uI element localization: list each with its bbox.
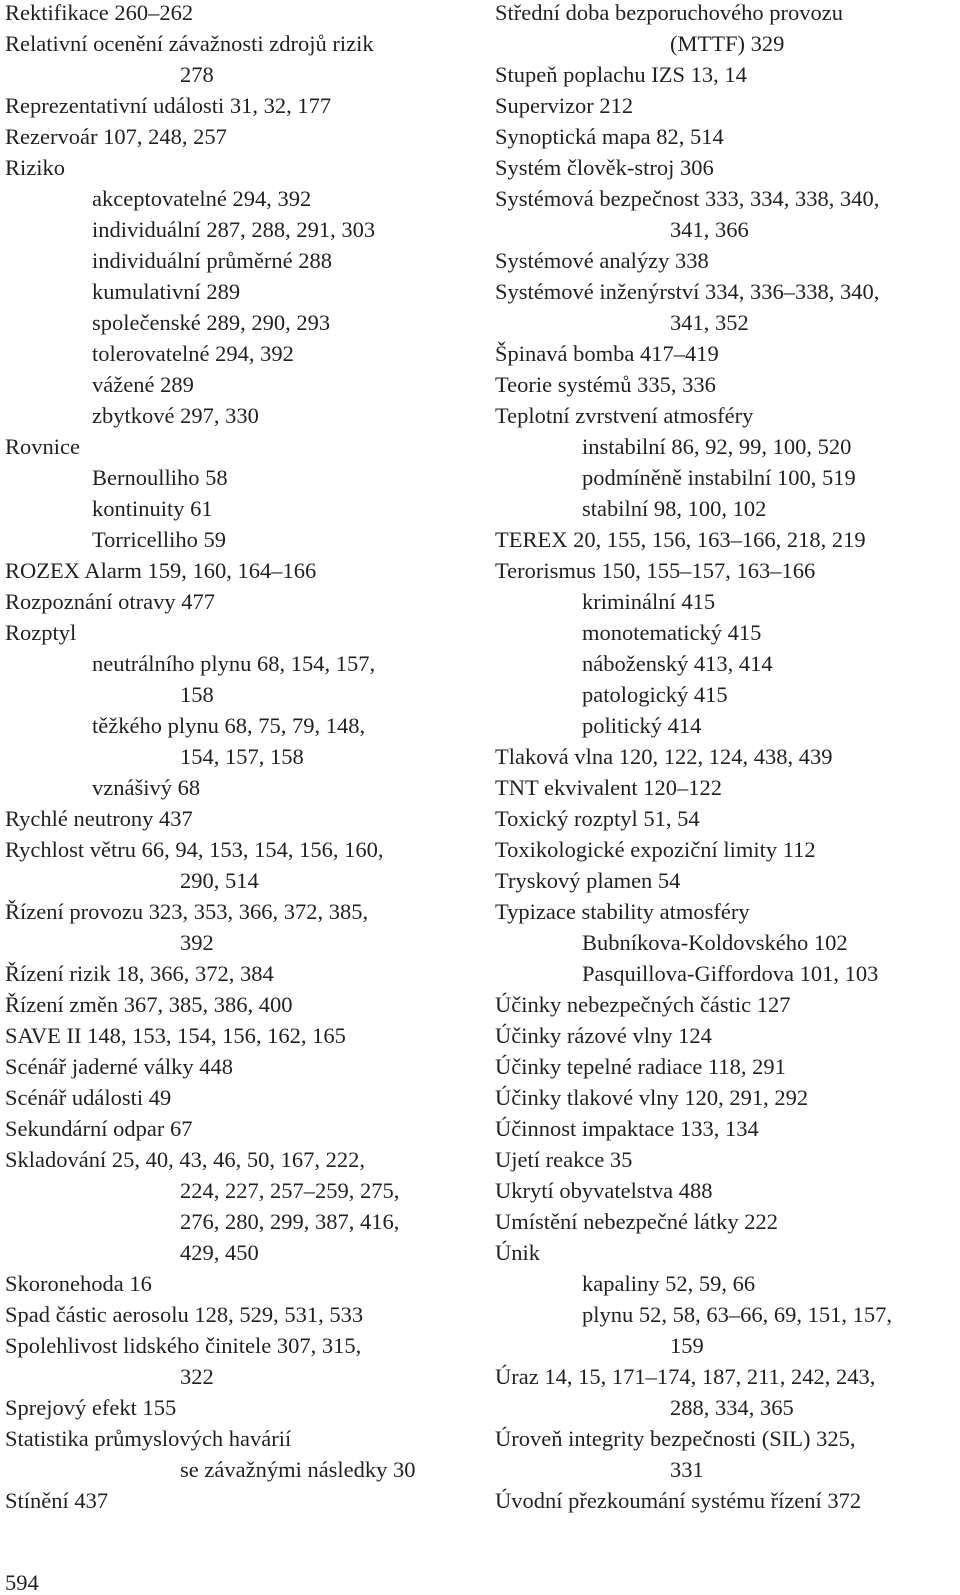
index-entry: 331 (670, 1457, 704, 1482)
index-entry: Účinky rázové vlny 124 (495, 1023, 712, 1048)
index-entry: Scénář události 49 (5, 1085, 172, 1110)
index-entry: 154, 157, 158 (180, 744, 304, 769)
index-entry: Skoronehoda 16 (5, 1271, 152, 1296)
index-entry: Toxický rozptyl 51, 54 (495, 806, 700, 831)
index-entry: Systémové analýzy 338 (495, 248, 709, 273)
index-entry: Sekundární odpar 67 (5, 1116, 193, 1141)
index-entry: Rychlé neutrony 437 (5, 806, 193, 831)
index-entry: Scénář jaderné války 448 (5, 1054, 234, 1079)
index-entry: Řízení provozu 323, 353, 366, 372, 385, (5, 899, 369, 924)
index-entry: Účinky tepelné radiace 118, 291 (495, 1054, 786, 1079)
index-entry: Ujetí reakce 35 (495, 1147, 633, 1172)
index-entry: ROZEX Alarm 159, 160, 164–166 (5, 558, 317, 583)
index-entry: 290, 514 (180, 868, 259, 893)
index-entry: Úvodní přezkoumání systému řízení 372 (495, 1488, 862, 1513)
index-entry: 288, 334, 365 (670, 1395, 794, 1420)
index-column-left (5, 0, 475, 1519)
index-entry: společenské 289, 290, 293 (92, 310, 331, 335)
index-entry: akceptovatelné 294, 392 (92, 186, 312, 211)
index-entry: Rovnice (5, 434, 80, 459)
index-entry: Rychlost větru 66, 94, 153, 154, 156, 160, (5, 837, 384, 862)
index-entry: 276, 280, 299, 387, 416, (180, 1209, 400, 1234)
index-entry: 322 (180, 1364, 214, 1389)
index-entry: TEREX 20, 155, 156, 163–166, 218, 219 (495, 527, 866, 552)
index-entry: stabilní 98, 100, 102 (582, 496, 767, 521)
index-entry: Únik (495, 1240, 540, 1265)
index-entry: se závažnými následky 30 (180, 1457, 416, 1482)
index-entry: těžkého plynu 68, 75, 79, 148, (92, 713, 366, 738)
index-entry: náboženský 413, 414 (582, 651, 773, 676)
index-entry: Stupeň poplachu IZS 13, 14 (495, 62, 747, 87)
index-entry: Umístění nebezpečné látky 222 (495, 1209, 779, 1234)
index-entry: Bernoulliho 58 (92, 465, 228, 490)
index-entry: Úraz 14, 15, 171–174, 187, 211, 242, 243, (495, 1364, 876, 1389)
index-entry: Spad částic aerosolu 128, 529, 531, 533 (5, 1302, 364, 1327)
index-entry: tolerovatelné 294, 392 (92, 341, 294, 366)
index-entry: Rozptyl (5, 620, 77, 645)
index-entry: Řízení rizik 18, 366, 372, 384 (5, 961, 274, 986)
index-entry: Sprejový efekt 155 (5, 1395, 177, 1420)
index-entry: zbytkové 297, 330 (92, 403, 259, 428)
index-entry: Riziko (5, 155, 65, 180)
index-entry: Systémová bezpečnost 333, 334, 338, 340, (495, 186, 880, 211)
index-entry: Pasquillova-Giffordova 101, 103 (582, 961, 879, 986)
index-entry: podmíněně instabilní 100, 519 (582, 465, 856, 490)
index-entry: Teplotní zvrstvení atmosféry (495, 403, 754, 428)
index-entry: vážené 289 (92, 372, 194, 397)
index-entry: Řízení změn 367, 385, 386, 400 (5, 992, 293, 1017)
index-entry: 429, 450 (180, 1240, 259, 1265)
index-entry: Statistika průmyslových havárií (5, 1426, 292, 1451)
index-entry: kriminální 415 (582, 589, 716, 614)
index-entry: Relativní ocenění závažnosti zdrojů rizik (5, 31, 374, 56)
index-entry: Účinnost impaktace 133, 134 (495, 1116, 759, 1141)
index-entry: 341, 366 (670, 217, 749, 242)
index-entry: Synoptická mapa 82, 514 (495, 124, 724, 149)
page-number: 594 (5, 1570, 39, 1595)
index-entry: Tryskový plamen 54 (495, 868, 681, 893)
index-entry: individuální průměrné 288 (92, 248, 332, 273)
index-column-right (495, 0, 955, 1519)
index-entry: Účinky nebezpečných částic 127 (495, 992, 791, 1017)
index-entry: Torricelliho 59 (92, 527, 227, 552)
index-entry: politický 414 (582, 713, 702, 738)
index-entry: (MTTF) 329 (670, 31, 785, 56)
index-entry: Úroveň integrity bezpečnosti (SIL) 325, (495, 1426, 856, 1451)
index-entry: Stínění 437 (5, 1488, 109, 1513)
index-entry: Teorie systémů 335, 336 (495, 372, 716, 397)
index-entry: 278 (180, 62, 214, 87)
index-entry: 392 (180, 930, 214, 955)
index-entry: kontinuity 61 (92, 496, 213, 521)
index-entry: individuální 287, 288, 291, 303 (92, 217, 376, 242)
index-entry: monotematický 415 (582, 620, 762, 645)
index-entry: Terorismus 150, 155–157, 163–166 (495, 558, 816, 583)
index-entry: Reprezentativní události 31, 32, 177 (5, 93, 332, 118)
index-entry: patologický 415 (582, 682, 728, 707)
index-entry: 341, 352 (670, 310, 749, 335)
index-entry: 224, 227, 257–259, 275, (180, 1178, 400, 1203)
index-entry: Systém člověk-stroj 306 (495, 155, 714, 180)
index-entry: Špinavá bomba 417–419 (495, 341, 719, 366)
index-entry: Rozpoznání otravy 477 (5, 589, 215, 614)
index-entry: kapaliny 52, 59, 66 (582, 1271, 756, 1296)
index-entry: Ukrytí obyvatelstva 488 (495, 1178, 713, 1203)
index-entry: SAVE II 148, 153, 154, 156, 162, 165 (5, 1023, 346, 1048)
index-entry: Spolehlivost lidského činitele 307, 315, (5, 1333, 362, 1358)
index-entry: 159 (670, 1333, 704, 1358)
index-entry: plynu 52, 58, 63–66, 69, 151, 157, (582, 1302, 893, 1327)
index-entry: Bubníkova-Koldovského 102 (582, 930, 848, 955)
index-entry: Toxikologické expoziční limity 112 (495, 837, 816, 862)
index-entry: Tlaková vlna 120, 122, 124, 438, 439 (495, 744, 833, 769)
index-entry: Rezervoár 107, 248, 257 (5, 124, 227, 149)
index-entry: Rektifikace 260–262 (5, 0, 194, 25)
index-entry: Supervizor 212 (495, 93, 634, 118)
index-entry: Systémové inženýrství 334, 336–338, 340, (495, 279, 880, 304)
index-entry: Typizace stability atmosféry (495, 899, 750, 924)
index-entry: vznášivý 68 (92, 775, 201, 800)
index-entry: neutrálního plynu 68, 154, 157, (92, 651, 376, 676)
index-entry: instabilní 86, 92, 99, 100, 520 (582, 434, 852, 459)
index-entry: 158 (180, 682, 214, 707)
index-entry: kumulativní 289 (92, 279, 241, 304)
index-entry: Skladování 25, 40, 43, 46, 50, 167, 222, (5, 1147, 365, 1172)
index-entry: TNT ekvivalent 120–122 (495, 775, 723, 800)
index-entry: Účinky tlakové vlny 120, 291, 292 (495, 1085, 809, 1110)
index-entry: Střední doba bezporuchového provozu (495, 0, 844, 25)
